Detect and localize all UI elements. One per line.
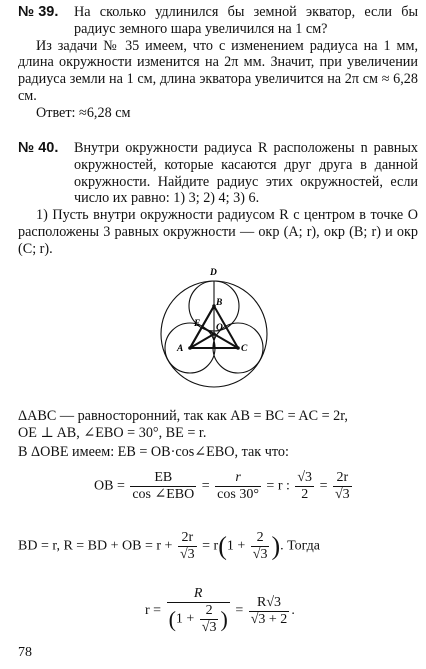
page-number: 78: [18, 645, 32, 660]
fraction: $\frac{r}{\cos 30^\circ}$: [217, 470, 259, 502]
text-line-1: ΔABC — равносторонний, так как AB = BC = AC = 2r,: [18, 408, 348, 424]
formula-bd: BD = r, R = BD + OB = r + $\frac{2r}{√3}$ = r(1 + $\frac{2}{√3}$ ). Тогда: [18, 530, 321, 562]
label-o: O: [216, 323, 223, 333]
problem-statement: На сколько удлинился бы земной экватор, если бы радиус земного шара увеличился на 1 см?: [74, 4, 418, 37]
fraction: $\frac{2r}{√3}$: [179, 530, 195, 562]
formula-r: r = R (1 + $\frac{2}{√3}$ ) = $\frac{R√3}{√3 + 2}$ .: [145, 586, 295, 635]
solution-case-1: 1) Пусть внутри окружности радиусом R с центром в точке O расположены 3 равных окружности — окр (A; r), окр (B; r) и окр (C; r).: [18, 207, 418, 257]
fraction: $\frac{EB}{\text{cos ∠EBO}}$: [132, 470, 195, 502]
solution-text: Из задачи № 35 имеем, что с изменением радиуса на 1 мм, длина окружности изменится на 2π мм. Значит, при увеличении радиуса земли на 1 см, длина экватора увеличится на 2π см ≈ 6,28 см.: [18, 37, 418, 104]
fraction: R (1 + $\frac{2}{√3}$ ): [168, 586, 228, 635]
problem-number: № 39.: [18, 4, 59, 20]
problem-39: [18, 4, 418, 122]
problem-40: [18, 140, 418, 258]
label-a: A: [177, 344, 184, 354]
label-e: E: [194, 319, 201, 329]
label-c: C: [241, 344, 248, 354]
text-line-2: OE ⊥ AB, ∠EBO = 30°, BE = r.: [18, 425, 207, 441]
problem-number: № 40.: [18, 140, 59, 156]
fraction: $\frac{2r}{√3}$: [334, 470, 350, 502]
text-line-3: В ΔOBE имеем: EB = OB·cos∠EBO, так что:: [18, 444, 289, 460]
circles-figure: [150, 262, 276, 395]
problem-statement: Внутри окружности радиуса R расположены n равных окружностей, которые касаются друг друга в данной окружности. Найдите радиус этих окружностей, если число их равно: 1) 3; 2) 4; 3) 6.: [74, 140, 418, 207]
label-b: B: [216, 298, 223, 308]
label-d: D: [210, 268, 217, 278]
fraction: $\frac{√3}{2}$: [297, 470, 313, 502]
fraction: $\frac{2}{√3}$: [252, 530, 268, 562]
formula-ob: OB = $\frac{EB}{\text{cos ∠EBO}}$ = $\frac{r}{\cos 30^\circ}$ = r : $\frac{√3}{2}$ = $\frac{2r}{√3}$: [94, 470, 350, 502]
answer-text: Ответ: ≈6,28 см: [36, 104, 131, 121]
fraction: $\frac{R√3}{√3 + 2}$: [250, 594, 288, 627]
